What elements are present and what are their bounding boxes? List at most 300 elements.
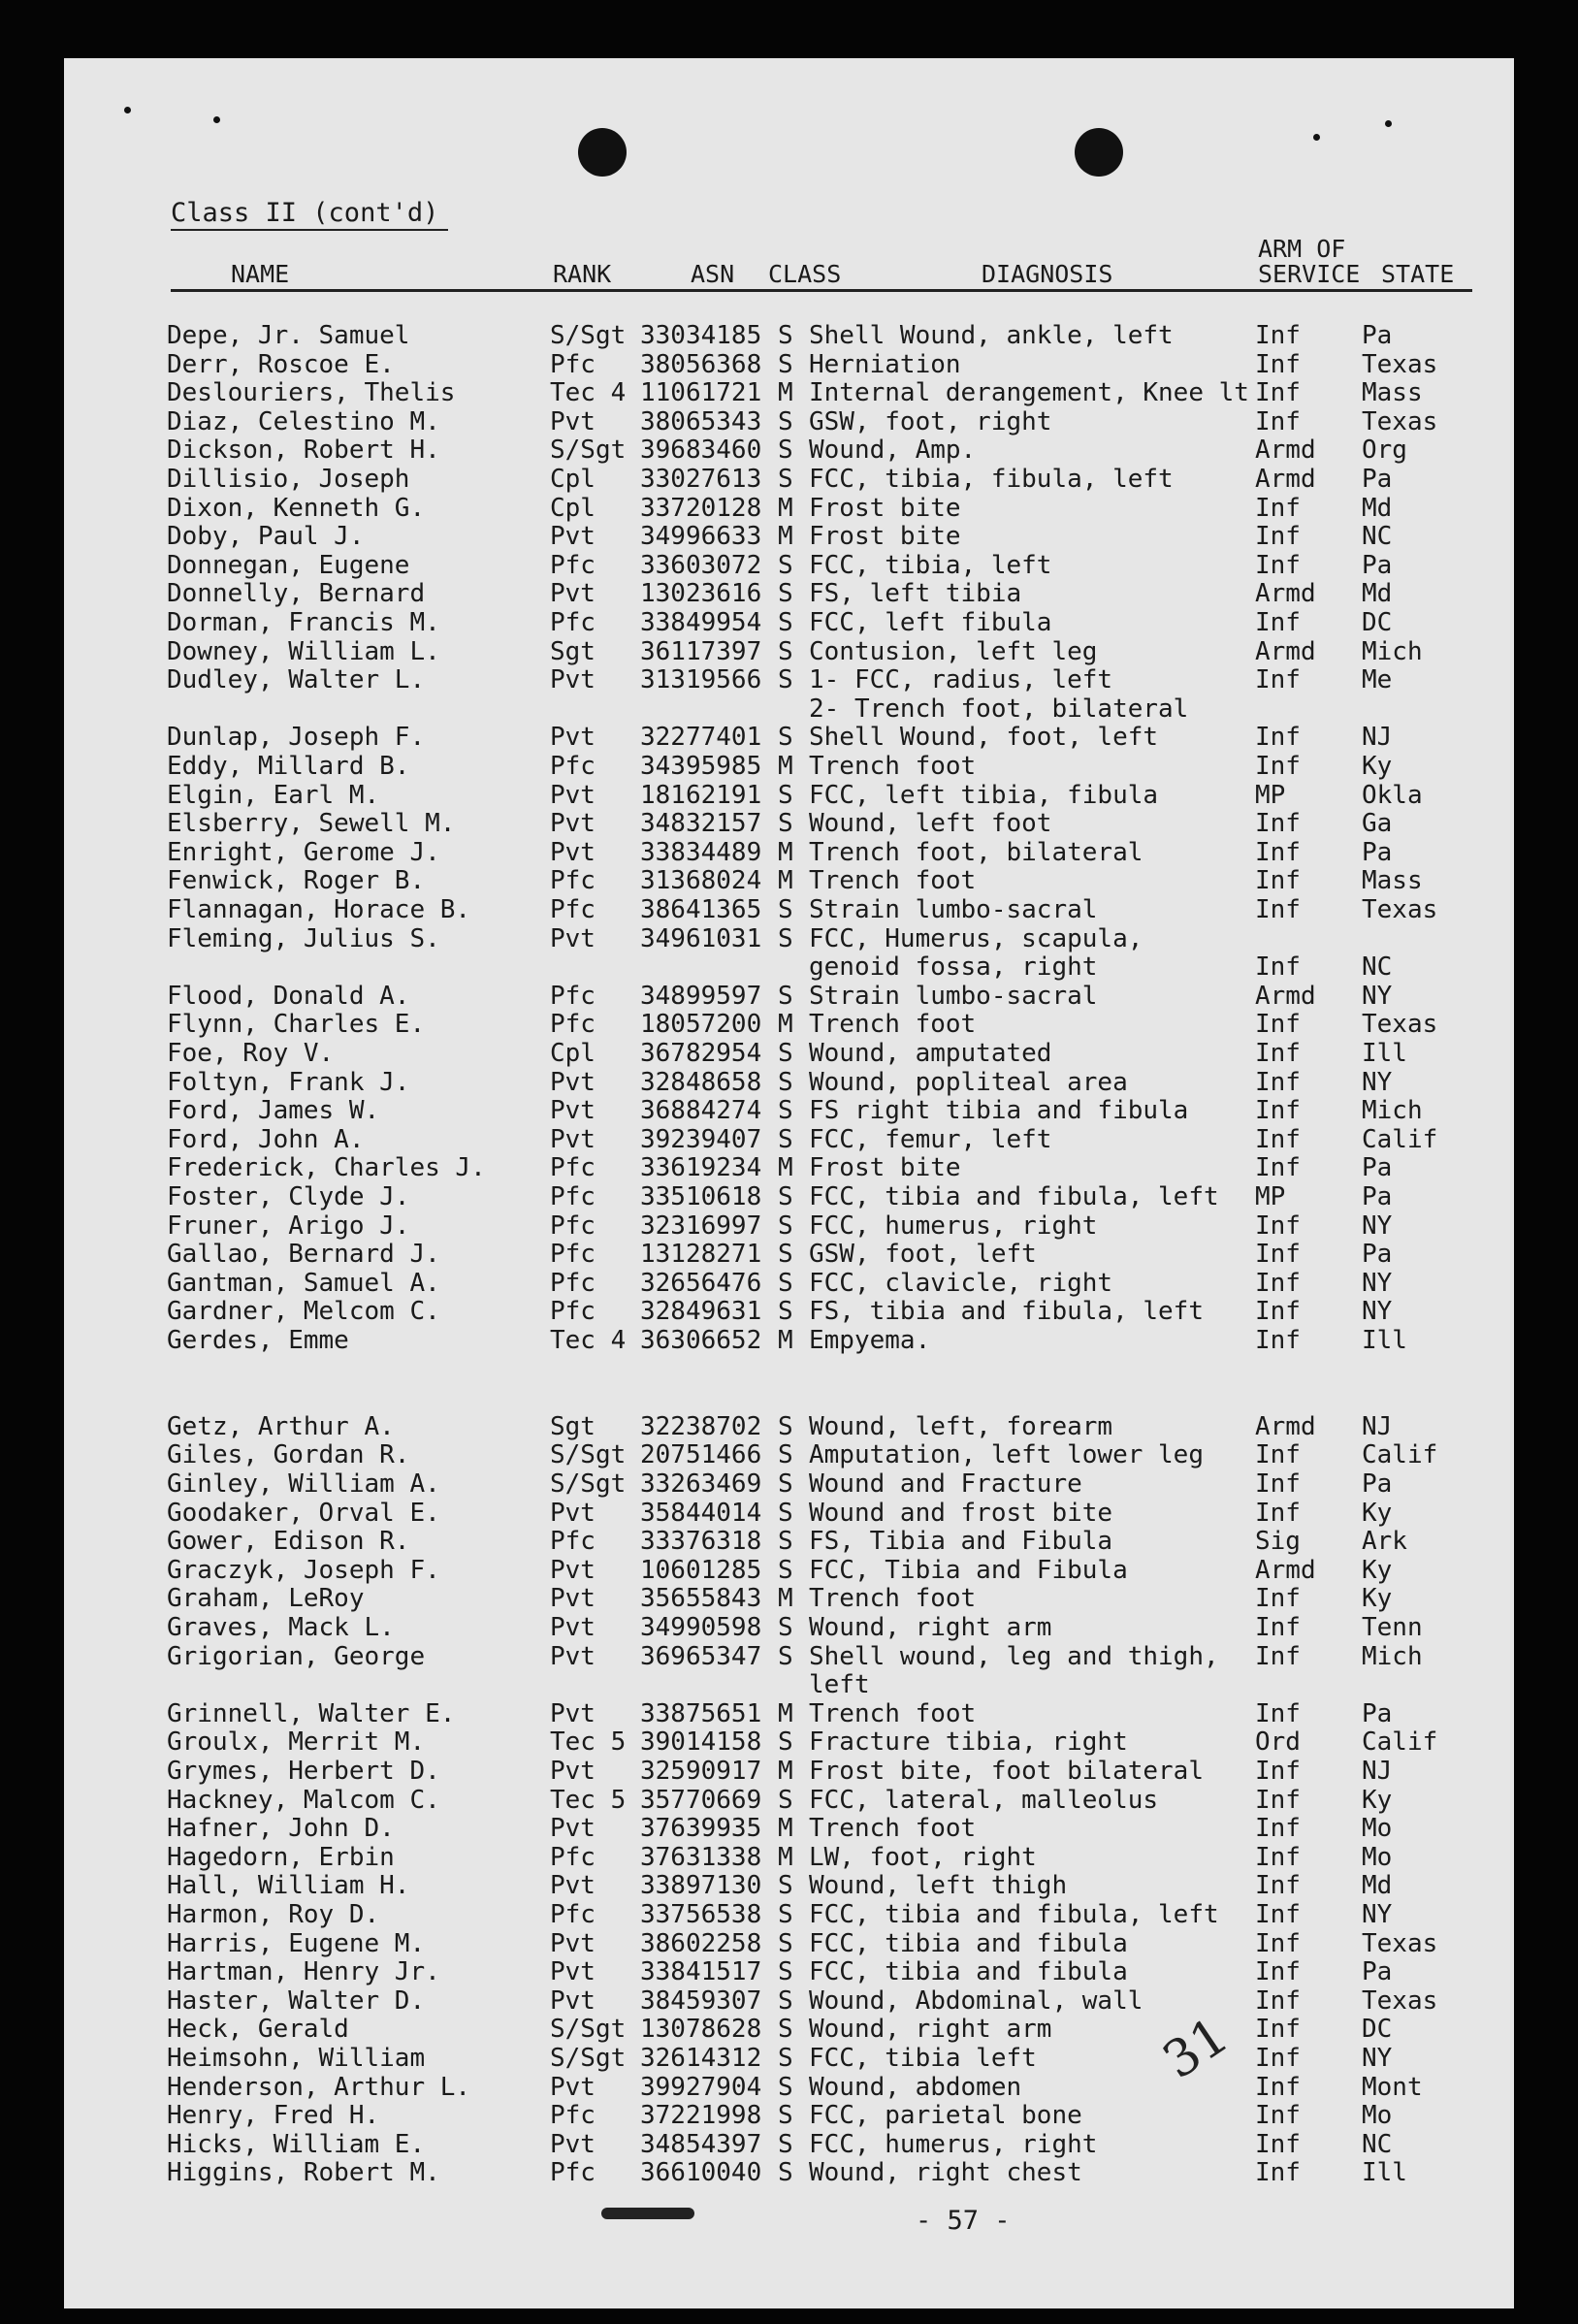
handwritten-mark: 31 [1152,2006,1240,2091]
arm-cell: Inf [1255,1240,1301,1270]
asn-cell: 20751466 [640,1440,762,1470]
table-row [0,811,1578,839]
diagnosis-cell: FCC, femur, left [809,1124,1052,1154]
table-row [0,2046,1578,2074]
name-cell: Gardner, Melcom C. [167,1297,440,1327]
asn-cell: 34899597 [640,981,762,1011]
table-row [0,754,1578,782]
asn-cell: 32849631 [640,1297,762,1327]
header-asn: ASN [691,260,735,288]
rank-cell: Pvt [550,665,596,695]
asn-cell: 36117397 [640,636,762,666]
table-row [0,1098,1578,1126]
diagnosis-cell: FCC, tibia left [809,2044,1037,2073]
class-cell: M [778,1326,793,1355]
arm-cell: Inf [1255,1469,1301,1499]
table-row [0,1555,1578,1586]
asn-cell: 33849954 [640,608,762,637]
class-cell: S [778,2072,793,2102]
rank-cell: Pfc [550,1240,596,1270]
diagnosis-cell: Frost bite, foot bilateral [809,1757,1204,1786]
header-service: SERVICE [1258,260,1361,288]
rank-cell: Pvt [550,2072,596,2102]
name-cell: Donnegan, Eugene [167,550,410,580]
state-cell: Pa [1362,550,1393,580]
name-cell: Elgin, Earl M. [167,780,380,810]
rank-cell: Pvt [550,1498,596,1528]
class-cell: M [778,866,793,896]
diagnosis-cell: Herniation [809,349,961,379]
name-cell: Doby, Paul J. [167,522,365,552]
rank-cell: Cpl [550,1039,596,1068]
diagnosis-cell: Wound and frost bite [809,1498,1113,1528]
arm-cell: Armd [1255,579,1316,609]
arm-cell: Inf [1255,1613,1301,1642]
asn-cell: 38056368 [640,349,762,379]
state-cell: Ill [1362,1326,1407,1355]
title-underline [171,229,448,231]
asn-cell: 38641365 [640,895,762,924]
asn-cell: 32238702 [640,1411,762,1441]
name-cell: Higgins, Robert M. [167,2158,440,2188]
arm-cell: Inf [1255,1842,1301,1872]
rank-cell: Pfc [550,1297,596,1327]
name-cell: Dixon, Kenneth G. [167,493,426,523]
asn-cell: 13078628 [640,2015,762,2045]
asn-cell: 38459307 [640,1985,762,2016]
state-cell: Ky [1362,1498,1393,1528]
diagnosis-cell: 2- Trench foot, bilateral [809,694,1189,724]
rank-cell: Sgt [550,636,596,666]
diagnosis-cell: Wound, Abdominal, wall [809,1985,1143,2016]
class-cell: S [778,895,793,924]
diagnosis-cell: Shell Wound, ankle, left [809,321,1174,350]
rank-cell: Pfc [550,550,596,580]
diagnosis-cell: Wound, left foot [809,809,1052,839]
class-cell: S [778,1555,793,1585]
arm-cell: Inf [1255,1985,1301,2016]
state-cell: NY [1362,1900,1393,1929]
header-rule [171,289,1472,292]
arm-cell: Inf [1255,2015,1301,2045]
rank-cell: Pfc [550,1900,596,1929]
name-cell: Donnelly, Bernard [167,579,426,609]
table-row [0,406,1578,437]
diagnosis-cell: Trench foot [809,752,977,781]
rank-cell: Pvt [550,1555,596,1585]
ink-scribble [601,2208,694,2219]
rank-cell: Pfc [550,2101,596,2131]
arm-cell: Inf [1255,752,1301,781]
table-row [0,1012,1578,1040]
arm-cell: Inf [1255,1096,1301,1126]
header-state: STATE [1381,260,1455,288]
asn-cell: 32590917 [640,1757,762,1786]
rank-cell: Pvt [550,723,596,753]
name-cell: Heimsohn, William [167,2044,426,2073]
diagnosis-cell: FS, Tibia and Fibula [809,1527,1113,1557]
class-cell: S [778,723,793,753]
diagnosis-cell: Fracture tibia, right [809,1727,1128,1758]
table-row [0,868,1578,896]
rank-cell: Pvt [550,1928,596,1958]
class-cell: S [778,349,793,379]
table-row [0,1498,1578,1529]
state-cell: Mass [1362,866,1423,896]
rank-cell: Pvt [550,1096,596,1126]
class-cell: S [778,1900,793,1929]
arm-cell: Armd [1255,1555,1316,1585]
table-row [0,1641,1578,1672]
asn-cell: 35844014 [640,1498,762,1528]
arm-cell: Inf [1255,349,1301,379]
asn-cell: 34990598 [640,1613,762,1642]
rank-cell: Pfc [550,895,596,924]
table-row [0,1729,1578,1758]
state-cell: NJ [1362,1411,1393,1441]
rank-cell: Cpl [550,493,596,523]
name-cell: Gantman, Samuel A. [167,1268,440,1298]
name-cell: Elsberry, Sewell M. [167,809,456,839]
arm-cell: Inf [1255,1757,1301,1786]
state-cell: Calif [1362,1727,1438,1758]
table-row [0,954,1578,983]
state-cell: Tenn [1362,1613,1423,1642]
diagnosis-cell: Frost bite [809,493,961,523]
asn-cell: 35770669 [640,1785,762,1815]
name-cell: Henry, Fred H. [167,2101,380,2131]
rank-cell: Pfc [550,608,596,637]
state-cell: NY [1362,1067,1393,1097]
state-cell: Pa [1362,1182,1393,1211]
name-cell: Depe, Jr. Samuel [167,321,410,350]
rank-cell: Pvt [550,1584,596,1614]
diagnosis-cell: Trench foot [809,866,977,896]
rank-cell: Pvt [550,1757,596,1786]
class-cell: S [778,1871,793,1901]
state-cell: NC [1362,2129,1393,2159]
name-cell: Derr, Roscoe E. [167,349,395,379]
rank-cell: Pvt [550,1814,596,1844]
diagnosis-cell: Wound, left, forearm [809,1411,1113,1441]
name-cell: Deslouriers, Thelis [167,378,456,408]
table-row [0,581,1578,609]
class-cell: S [778,1210,793,1241]
diagnosis-cell: Strain lumbo-sacral [809,981,1098,1011]
table-row [0,2017,1578,2045]
asn-cell: 32277401 [640,723,762,753]
rank-cell: Pvt [550,1641,596,1671]
class-cell: S [778,665,793,695]
state-cell: Pa [1362,1240,1393,1270]
arm-cell: Inf [1255,1785,1301,1815]
name-cell: Fenwick, Roger B. [167,866,426,896]
header-diagnosis: DIAGNOSIS [982,260,1113,288]
table-row [0,636,1578,667]
class-cell: S [778,1527,793,1557]
diagnosis-cell: Wound and Fracture [809,1469,1082,1499]
table-row [0,1328,1578,1356]
arm-cell: Inf [1255,1957,1301,1987]
table-row [0,1155,1578,1183]
class-cell: M [778,1584,793,1614]
rank-cell: Pvt [550,837,596,867]
rank-cell: S/Sgt [550,1469,627,1499]
table-row [0,524,1578,552]
asn-cell: 33510618 [640,1182,762,1211]
table-row [0,1411,1578,1442]
asn-cell: 36610040 [640,2158,762,2188]
rank-cell: Pvt [550,1985,596,2016]
rank-cell: Pvt [550,1067,596,1097]
state-cell: Pa [1362,837,1393,867]
table-row [0,1471,1578,1500]
asn-cell: 37221998 [640,2101,762,2131]
diagnosis-cell: FCC, tibia and fibula, left [809,1182,1219,1211]
diagnosis-cell: left [809,1670,870,1700]
rank-cell: Pfc [550,1842,596,1872]
name-cell: Dickson, Robert H. [167,436,440,466]
state-cell: NJ [1362,723,1393,753]
rank-cell: Tec 4 [550,378,627,408]
name-cell: Enright, Gerome J. [167,837,440,867]
arm-cell: MP [1255,1182,1286,1211]
diagnosis-cell: FS, left tibia [809,579,1022,609]
table-row [0,1299,1578,1327]
state-cell: Pa [1362,1469,1393,1499]
diagnosis-cell: FS right tibia and fibula [809,1096,1189,1126]
diagnosis-cell: Frost bite [809,522,961,552]
rank-cell: Cpl [550,465,596,494]
header-arm-of: ARM OF [1258,235,1346,263]
punch-hole-left [578,128,627,177]
speck [1385,120,1392,127]
rank-cell: Pvt [550,2129,596,2159]
rank-cell: S/Sgt [550,321,627,350]
table-row [0,1615,1578,1643]
arm-cell: Inf [1255,1326,1301,1355]
name-cell: Hackney, Malcom C. [167,1785,440,1815]
table-row [0,1242,1578,1270]
rank-cell: Pfc [550,349,596,379]
rank-cell: Tec 5 [550,1727,627,1758]
state-cell: Pa [1362,1153,1393,1183]
name-cell: Hafner, John D. [167,1814,395,1844]
name-cell: Frederick, Charles J. [167,1153,486,1183]
rank-cell: Pfc [550,2158,596,2188]
diagnosis-cell: Trench foot, bilateral [809,837,1143,867]
arm-cell: Inf [1255,608,1301,637]
rank-cell: Pvt [550,579,596,609]
name-cell: Groulx, Merrit M. [167,1727,426,1758]
diagnosis-cell: FCC, Tibia and Fibula [809,1555,1128,1585]
name-cell: Ford, John A. [167,1124,365,1154]
diagnosis-cell: Trench foot [809,1010,977,1040]
class-cell: S [778,1182,793,1211]
state-cell: NY [1362,1297,1393,1327]
state-cell: Texas [1362,1928,1438,1958]
diagnosis-cell: Internal derangement, Knee lt [809,378,1249,408]
class-cell: S [778,436,793,466]
class-cell: S [778,1985,793,2016]
arm-cell: Inf [1255,493,1301,523]
rank-cell: Pvt [550,1871,596,1901]
asn-cell: 33720128 [640,493,762,523]
name-cell: Graves, Mack L. [167,1613,395,1642]
arm-cell: Inf [1255,1268,1301,1298]
diagnosis-cell: FCC, tibia, fibula, left [809,465,1174,494]
name-cell: Goodaker, Orval E. [167,1498,440,1528]
name-cell: Dudley, Walter L. [167,665,426,695]
table-row [0,1698,1578,1729]
asn-cell: 39683460 [640,436,762,466]
rank-cell: Pfc [550,866,596,896]
name-cell: Foe, Roy V. [167,1039,335,1068]
arm-cell: Inf [1255,2044,1301,2073]
state-cell: Texas [1362,1010,1438,1040]
table-row [0,1124,1578,1155]
asn-cell: 32848658 [640,1067,762,1097]
asn-cell: 33897130 [640,1871,762,1901]
name-cell: Downey, William L. [167,636,440,666]
class-cell: M [778,1010,793,1040]
state-cell: Mass [1362,378,1423,408]
arm-cell: Inf [1255,1067,1301,1097]
asn-cell: 13128271 [640,1240,762,1270]
rank-cell: Pfc [550,1527,596,1557]
diagnosis-cell: Strain lumbo-sacral [809,895,1098,924]
arm-cell: Armd [1255,436,1316,466]
class-cell: S [778,1498,793,1528]
table-row [0,1902,1578,1930]
asn-cell: 34854397 [640,2129,762,2159]
state-cell: Md [1362,1871,1393,1901]
diagnosis-cell: Wound, right chest [809,2158,1082,2188]
arm-cell: Inf [1255,1440,1301,1470]
arm-cell: Inf [1255,321,1301,350]
table-row [0,1985,1578,2017]
diagnosis-cell: Wound, abdomen [809,2072,1022,2102]
arm-cell: Inf [1255,1498,1301,1528]
name-cell: Harmon, Roy D. [167,1900,380,1929]
state-cell: Ill [1362,1039,1407,1068]
arm-cell: Inf [1255,1297,1301,1327]
name-cell: Henderson, Arthur L. [167,2072,471,2102]
asn-cell: 33027613 [640,465,762,494]
class-cell: S [778,1440,793,1470]
class-cell: S [778,1613,793,1642]
table-row [0,2160,1578,2188]
state-cell: Mich [1362,1096,1423,1126]
name-cell: Fruner, Arigo J. [167,1210,410,1241]
asn-cell: 33603072 [640,550,762,580]
rank-cell: Pfc [550,1010,596,1040]
diagnosis-cell: Wound, Amp. [809,436,977,466]
name-cell: Hall, William H. [167,1871,410,1901]
table-row [0,725,1578,753]
state-cell: Me [1362,665,1393,695]
table-row [0,696,1578,725]
asn-cell: 18057200 [640,1010,762,1040]
arm-cell: Inf [1255,837,1301,867]
class-cell: S [778,579,793,609]
asn-cell: 34832157 [640,809,762,839]
table-row [0,2129,1578,2160]
table-row [0,493,1578,524]
class-cell: M [778,378,793,408]
table-row [0,1268,1578,1299]
name-cell: Foltyn, Frank J. [167,1067,410,1097]
class-cell: M [778,493,793,523]
state-cell: Ky [1362,1584,1393,1614]
arm-cell: Armd [1255,1411,1316,1441]
rank-cell: Pfc [550,1153,596,1183]
arm-cell: Ord [1255,1727,1301,1758]
class-cell: M [778,1814,793,1844]
rank-cell: Pvt [550,1124,596,1154]
class-cell: S [778,1641,793,1671]
diagnosis-cell: Trench foot [809,1814,977,1844]
arm-cell: Inf [1255,522,1301,552]
asn-cell: 39927904 [640,2072,762,2102]
asn-cell: 35655843 [640,1584,762,1614]
state-cell: Ky [1362,752,1393,781]
speck [1313,134,1320,141]
state-cell: Md [1362,493,1393,523]
asn-cell: 33875651 [640,1698,762,1728]
class-cell: S [778,1124,793,1154]
arm-cell: Armd [1255,981,1316,1011]
state-cell: Mont [1362,2072,1423,2102]
state-cell: Org [1362,436,1407,466]
state-cell: Ill [1362,2158,1407,2188]
table-row [0,780,1578,811]
class-cell: S [778,780,793,810]
state-cell: NY [1362,1210,1393,1241]
rank-cell: Pvt [550,780,596,810]
table-row [0,897,1578,925]
name-cell: Diaz, Celestino M. [167,406,440,436]
rank-cell: Sgt [550,1411,596,1441]
table-row [0,1672,1578,1700]
arm-cell: Inf [1255,1698,1301,1728]
name-cell: Dunlap, Joseph F. [167,723,426,753]
asn-cell: 38065343 [640,406,762,436]
table-row [0,323,1578,351]
asn-cell: 33263469 [640,1469,762,1499]
name-cell: Heck, Gerald [167,2015,349,2045]
rank-cell: S/Sgt [550,436,627,466]
name-cell: Ginley, William A. [167,1469,440,1499]
arm-cell: Armd [1255,465,1316,494]
class-cell: S [778,1268,793,1298]
state-cell: Texas [1362,406,1438,436]
name-cell: Fleming, Julius S. [167,923,440,953]
arm-cell: Inf [1255,1641,1301,1671]
arm-cell: Inf [1255,2158,1301,2188]
asn-cell: 10601285 [640,1555,762,1585]
diagnosis-cell: FCC, Humerus, scapula, [809,923,1143,953]
asn-cell: 33841517 [640,1957,762,1987]
class-cell: S [778,550,793,580]
asn-cell: 36782954 [640,1039,762,1068]
state-cell: Texas [1362,895,1438,924]
name-cell: Dillisio, Joseph [167,465,410,494]
table-row [0,1529,1578,1557]
arm-cell: Inf [1255,866,1301,896]
diagnosis-cell: Shell Wound, foot, left [809,723,1159,753]
rank-cell: Tec 4 [550,1326,627,1355]
